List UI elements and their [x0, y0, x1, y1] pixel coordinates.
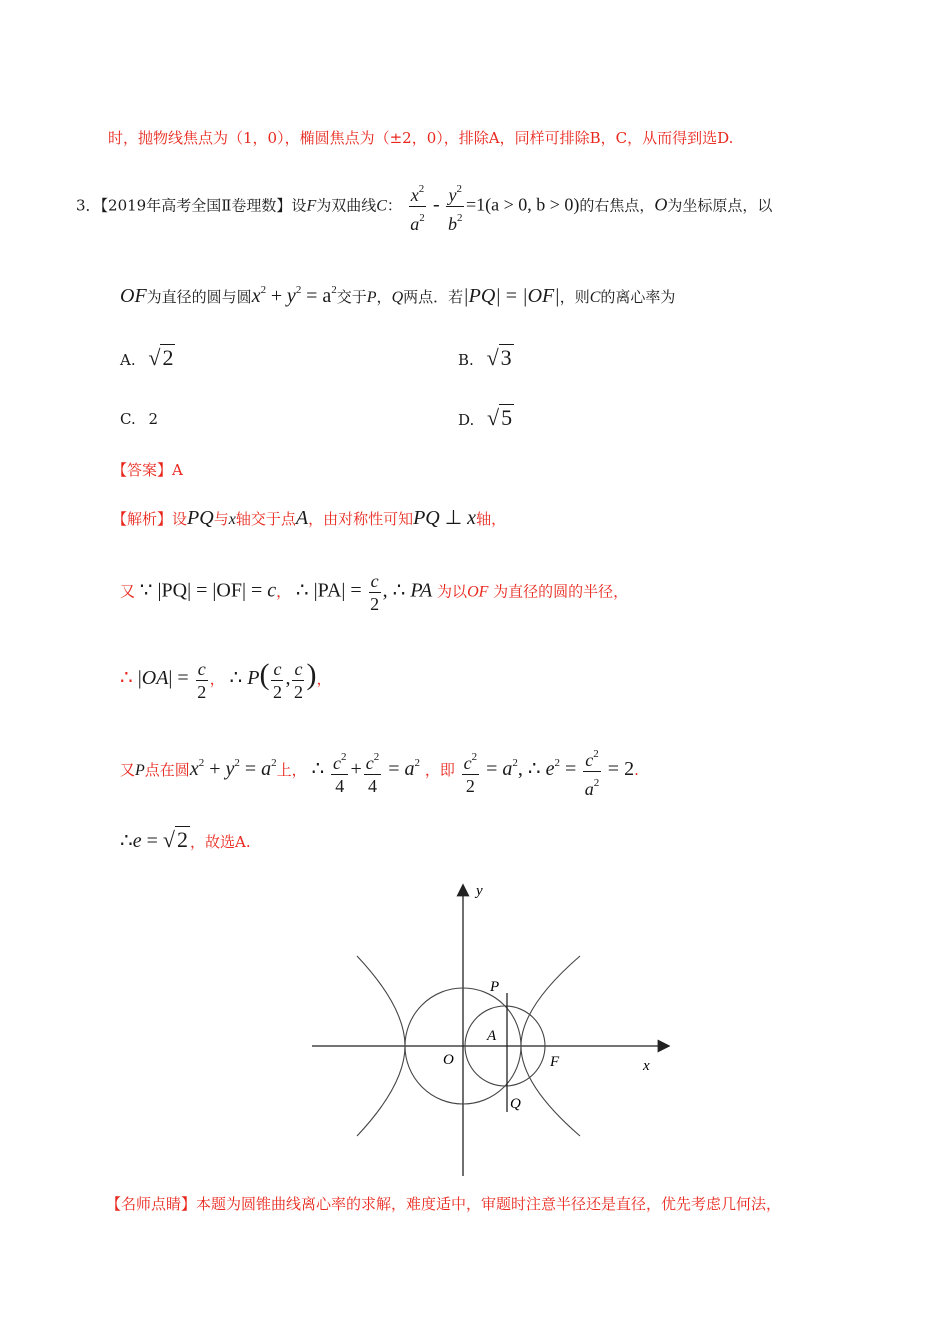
analysis-line-2: 又 ∵ |PQ| = |OF| = c， ∴ |PA| = $\frac{c}{2}$ , ∴ PA 为以OF 为直径的圆的半径，: [120, 571, 629, 614]
equation-tail: =1(a > 0, b > 0): [465, 194, 580, 215]
analysis-line-4: 又P点在圆$x^2 + y^2 = a^2$上， ∴ $\frac{c^2}{4}$ + $\frac{c^2}{4}$ = $a^2$ ，即 $\frac{c^2}{2}$ = $a^2$, ∴ $e^2$ = $\frac{c^2}{a^2}$ = 2.: [120, 738, 639, 788]
label-f: F: [550, 1054, 560, 1070]
var-o: O: [654, 194, 668, 215]
question-text: 的右焦点，: [579, 196, 655, 215]
label-q: Q: [510, 1096, 521, 1112]
fraction-y2-b2: $\frac{y^2}{b^2}$: [446, 178, 464, 235]
question-colon: ：: [386, 196, 402, 215]
intro-line: 时，抛物线焦点为（1，0），椭圆焦点为（±2，0），排除A，同样可排除B，C，从而得到选D.: [108, 129, 734, 147]
analysis-label: 【解析】: [112, 510, 173, 528]
question-comma: ，: [376, 288, 392, 306]
option-b[interactable]: B. √3: [458, 345, 512, 370]
label-a: A: [487, 1028, 497, 1044]
option-d[interactable]: D. √5: [458, 405, 513, 430]
hyperbola-figure: [0, 880, 950, 1180]
question-text: 交于: [336, 288, 367, 306]
fraction-x2-a2: $\frac{x^2}{a^2}$: [409, 178, 427, 235]
question-text: 两点．若: [403, 288, 464, 306]
question-text: 为双曲线: [316, 196, 377, 215]
var-p: P: [366, 289, 377, 306]
question-text: 的离心率为: [600, 288, 676, 306]
option-a[interactable]: A. √2: [120, 345, 174, 370]
var-q: Q: [391, 289, 404, 306]
question-line-2: OF为直径的圆与圆$x^2 + y^2 = a^2$交于P，Q两点．若|PQ| = |OF|，则C的离心率为: [120, 284, 676, 307]
option-c[interactable]: C. 2: [120, 410, 159, 428]
circle-eq-tail: = a: [306, 285, 332, 307]
option-a-value: 2: [162, 345, 174, 370]
var-c: C: [376, 197, 387, 215]
analysis-line-3: ∴ |OA| = $\frac{c}{2}$ ， ∴ P( $\frac{c}{2}$ , $\frac{c}{2}$ )，: [120, 658, 332, 702]
teacher-note: 【名师点睛】本题为圆锥曲线离心率的求解，难度适中，审题时注意半径还是直径，优先考虑几何法，: [106, 1195, 782, 1213]
question-number: 3．: [76, 196, 101, 215]
option-c-value: 2: [148, 410, 159, 428]
label-y: y: [476, 883, 483, 899]
answer-value: A: [172, 461, 183, 479]
var-of: OF: [120, 285, 147, 307]
question-text: 设: [291, 196, 307, 215]
question-text: ，则: [559, 288, 590, 306]
question-text: 为坐标原点，以: [667, 196, 773, 215]
option-d-value: 5: [501, 405, 513, 430]
analysis-line-1: 【解析】设PQ与x轴交于点A，由对称性可知PQ ⊥ x轴，: [112, 507, 507, 529]
question-source: 【2019年高考全国Ⅱ卷理数】: [100, 196, 292, 215]
option-b-value: 3: [500, 345, 512, 370]
analysis-line-5: ∴e = √2 ，故选A.: [120, 827, 251, 852]
answer-line: [112, 460, 183, 480]
var-f: F: [306, 197, 317, 215]
label-x: x: [643, 1058, 650, 1074]
label-p: P: [490, 979, 500, 995]
answer-label: 【答案】: [112, 461, 173, 479]
label-o: O: [443, 1052, 454, 1068]
question-text: 为直径的圆与圆: [146, 288, 252, 306]
question-line-1: 3．【2019年高考全国Ⅱ卷理数】设F为双曲线C： $\frac{x^2}{a^2}$ - $\frac{y^2}{b^2}$ =1(a > 0, b > 0)的右焦点，O为坐标原点，以: [76, 178, 772, 235]
